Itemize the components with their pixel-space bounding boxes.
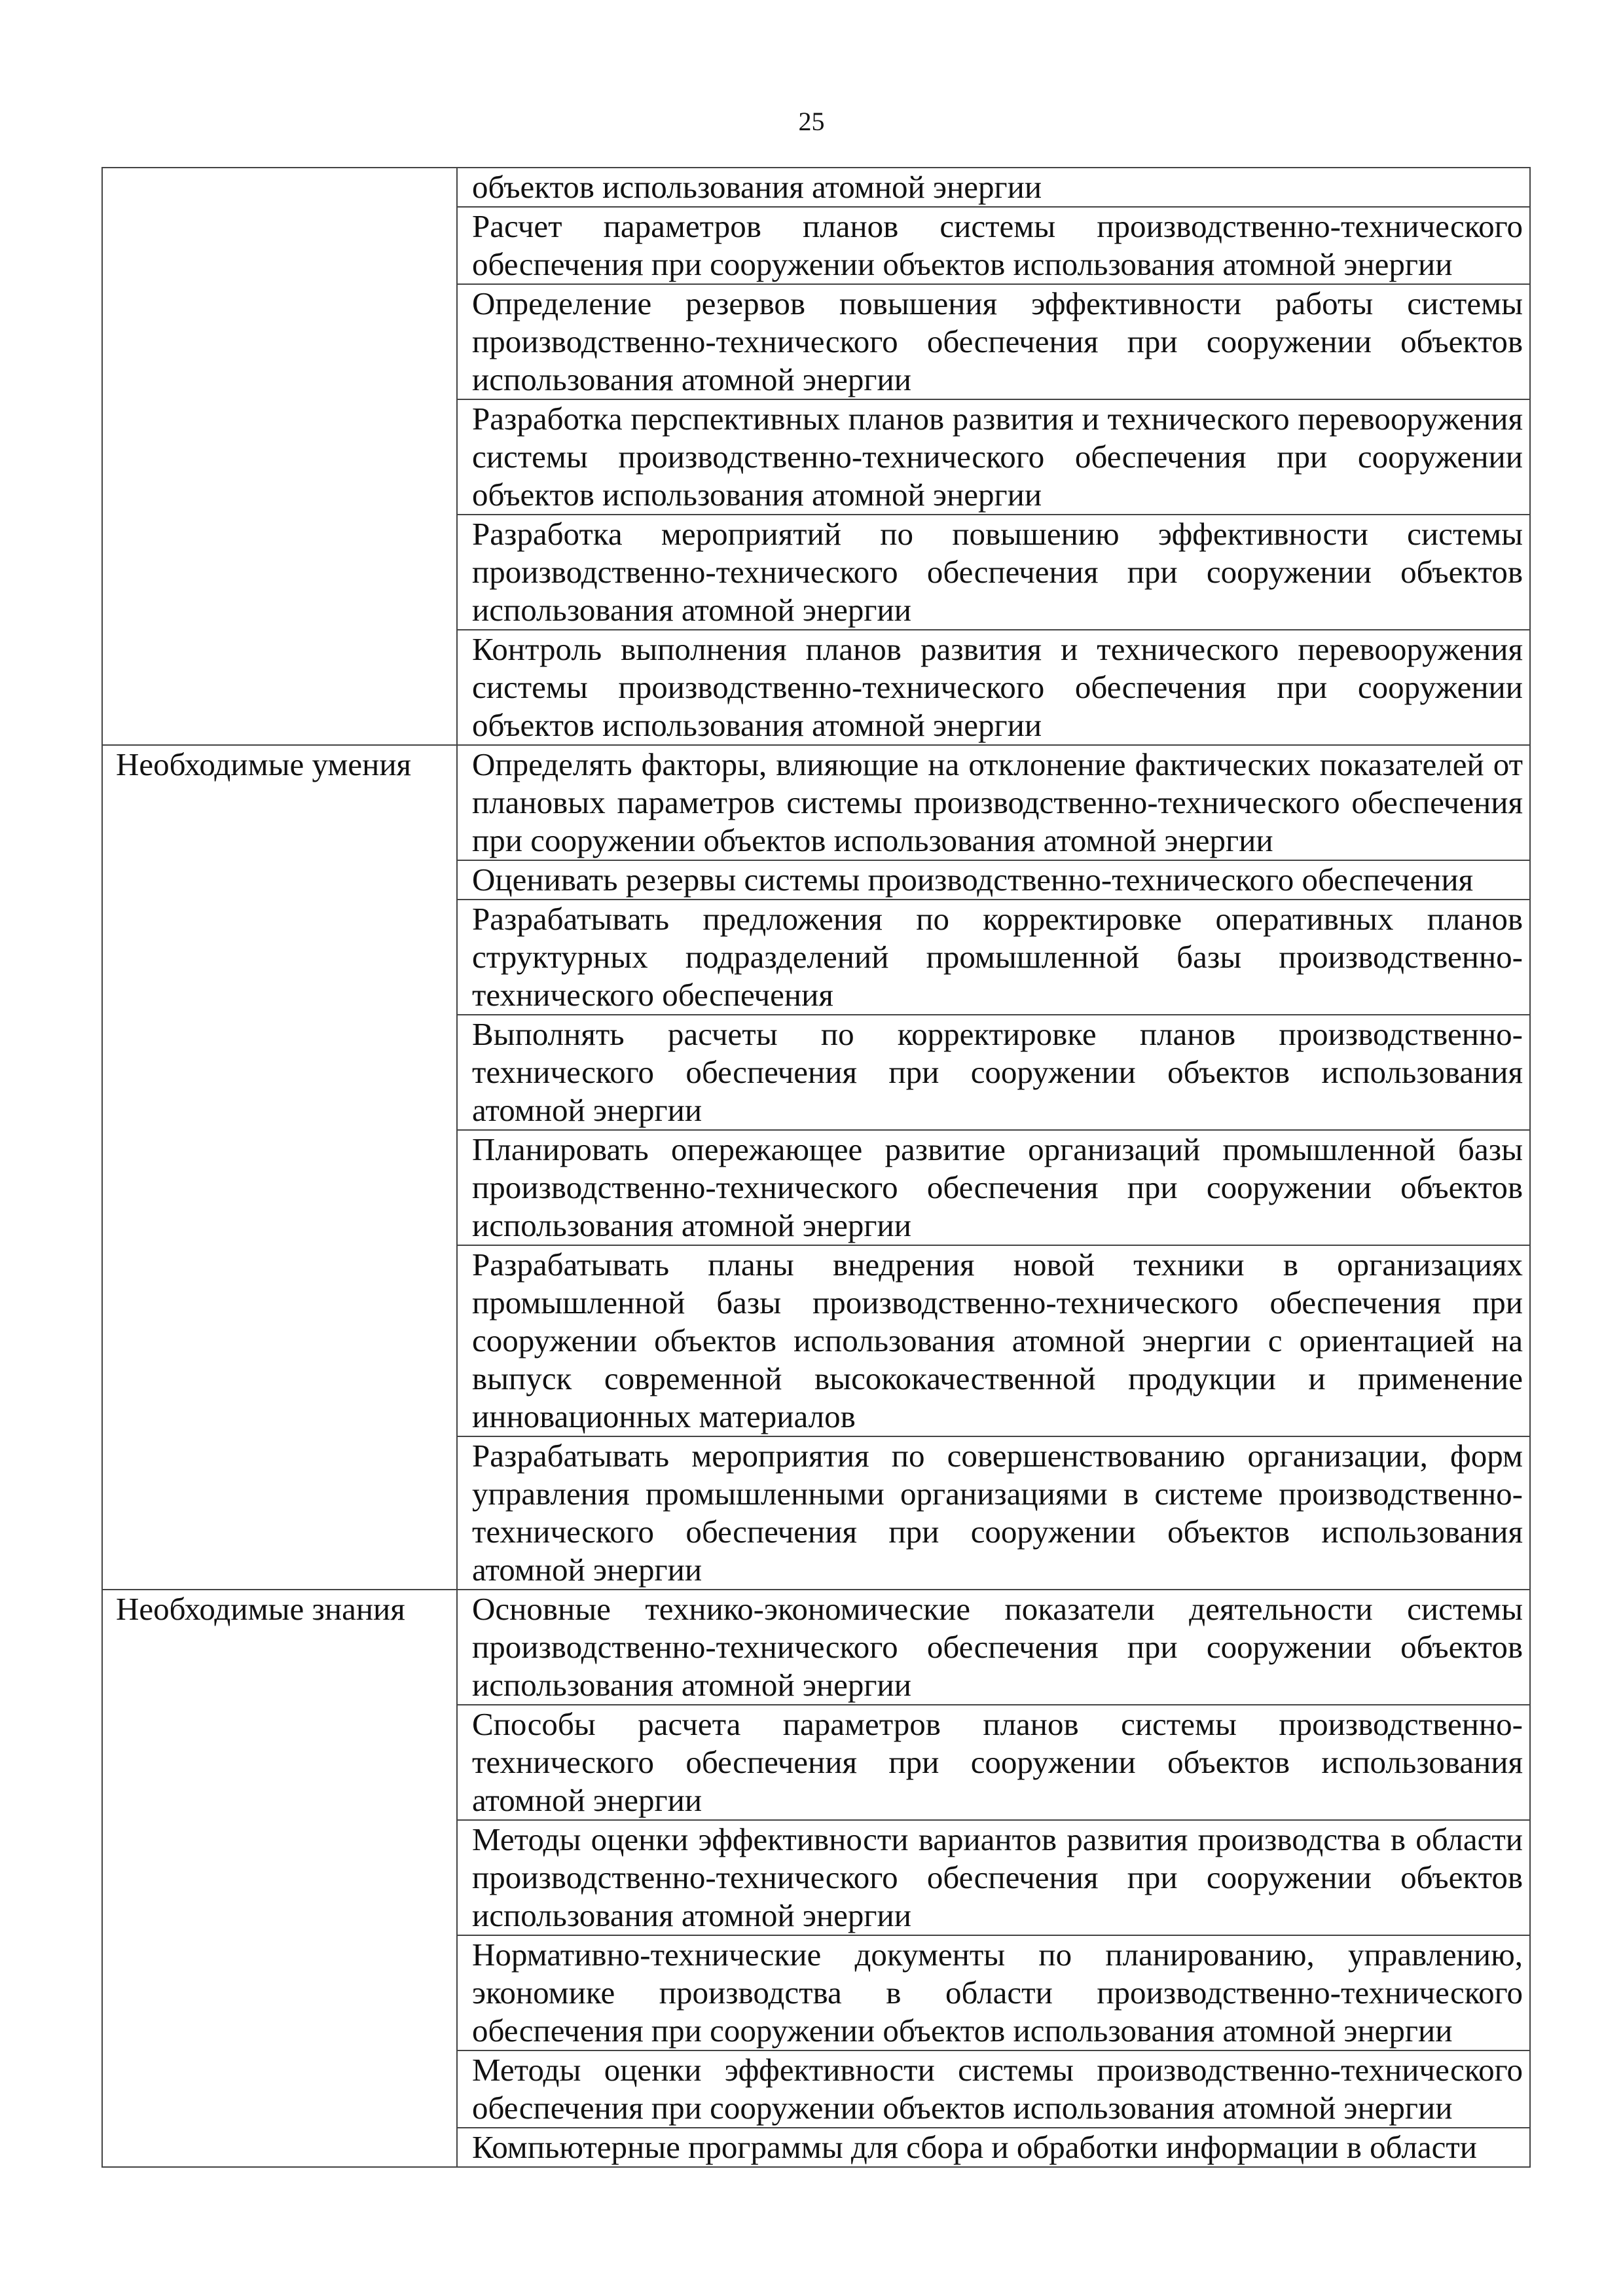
requirement-item: Выполнять расчеты по корректировке планов производственно-технического обеспечения при сооружении объектов использования атомной энергии — [457, 1015, 1530, 1130]
requirement-item: Определять факторы, влияющие на отклонение фактических показателей от плановых параметров системы производственно-технического обеспечения при сооружении объектов использования атомной энергии — [457, 745, 1530, 860]
requirement-item: Разрабатывать предложения по корректировке оперативных планов структурных подразделений промышленной базы производственно-технического обеспечения — [457, 900, 1530, 1015]
requirement-item: Основные технико-экономические показатели деятельности системы производственно-технического обеспечения при сооружении объектов использования атомной энергии — [457, 1590, 1530, 1705]
requirement-item: Разрабатывать планы внедрения новой техники в организациях промышленной базы производственно-технического обеспечения при сооружении объектов использования атомной энергии с ориентацией на выпуск современной высококачественной продукции и применение инновационных материалов — [457, 1245, 1530, 1436]
requirement-item: Оценивать резервы системы производственно-технического обеспечения — [457, 860, 1530, 900]
table-row — [102, 168, 1530, 207]
requirement-item: Способы расчета параметров планов системы производственно-технического обеспечения при сооружении объектов использования атомной энергии — [457, 1705, 1530, 1820]
requirement-item: Планировать опережающее развитие организаций промышленной базы производственно-технического обеспечения при сооружении объектов использования атомной энергии — [457, 1130, 1530, 1245]
requirement-item: Контроль выполнения планов развития и технического перевооружения системы производственно-технического обеспечения при сооружении объектов использования атомной энергии — [457, 630, 1530, 745]
requirement-item: Методы оценки эффективности системы производственно-технического обеспечения при сооружении объектов использования атомной энергии — [457, 2050, 1530, 2128]
requirement-item: Разрабатывать мероприятия по совершенствованию организации, форм управления промышленными организациями в системе производственно-технического обеспечения при сооружении объектов использования атомной энергии — [457, 1436, 1530, 1590]
group-label: Необходимые знания — [102, 1590, 457, 2167]
requirement-item: Разработка мероприятий по повышению эффективности системы производственно-технического обеспечения при сооружении объектов использования атомной энергии — [457, 515, 1530, 630]
requirement-item: Нормативно-технические документы по планированию, управлению, экономике производства в области производственно-технического обеспечения при сооружении объектов использования атомной энергии — [457, 1935, 1530, 2050]
table-row — [102, 745, 1530, 860]
requirement-item: Компьютерные программы для сбора и обработки информации в области — [457, 2128, 1530, 2167]
requirement-item: Разработка перспективных планов развития и технического перевооружения системы производственно-технического обеспечения при сооружении объектов использования атомной энергии — [457, 399, 1530, 515]
group-label — [102, 168, 457, 745]
page-number: 25 — [798, 107, 825, 136]
requirement-item: объектов использования атомной энергии — [457, 168, 1530, 207]
requirement-item: Определение резервов повышения эффективности работы системы производственно-технического обеспечения при сооружении объектов использования атомной энергии — [457, 284, 1530, 399]
group-label: Необходимые умения — [102, 745, 457, 1590]
requirements-table — [101, 167, 1531, 2168]
requirement-item: Методы оценки эффективности вариантов развития производства в области производственно-технического обеспечения при сооружении объектов использования атомной энергии — [457, 1820, 1530, 1935]
requirements-table-body — [102, 168, 1530, 2167]
requirement-item: Расчет параметров планов системы производственно-технического обеспечения при сооружении объектов использования атомной энергии — [457, 207, 1530, 284]
table-row — [102, 1590, 1530, 1705]
